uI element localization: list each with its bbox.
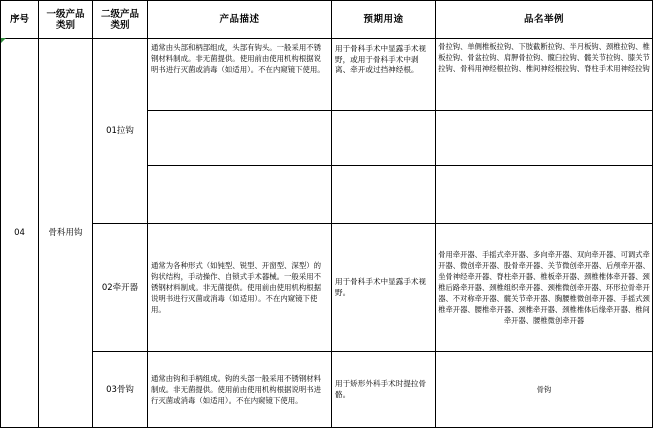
blank-cell xyxy=(148,166,332,224)
item-intended-use: 用于矫形外科手术时提拉骨骼。 xyxy=(332,352,436,428)
row-seq: 04 xyxy=(1,39,39,428)
header-seq: 序号 xyxy=(1,1,39,39)
item-level2-retractor-hook: 01拉钩 xyxy=(93,39,148,224)
blank-cell xyxy=(332,111,436,166)
blank-cell xyxy=(148,111,332,166)
item-intended-use: 用于骨科手术中显露手术视野。 xyxy=(332,224,436,352)
header-description: 产品描述 xyxy=(148,1,332,39)
item-intended-use: 用于骨科手术中显露手术视野，或用于骨科手术中剥离、牵开或过挡神经根。 xyxy=(332,39,436,111)
table-row xyxy=(1,39,653,111)
item-description: 通常由钩和手柄组成。钩的头部一般采用不锈钢材料制成。非无菌提供。使用前由使用机构根据说明书进行灭菌或消毒（如适用）。不在内窥镜下使用。 xyxy=(148,352,332,428)
header-level2 xyxy=(93,1,148,39)
table-row xyxy=(1,224,653,352)
header-level2-line2: 类别 xyxy=(110,19,130,31)
header-level1-line1: 一级产品 xyxy=(46,8,85,20)
header-level1-line2: 类别 xyxy=(55,19,75,31)
row-level1: 骨科用钩 xyxy=(39,39,93,428)
item-description: 通常为各种形式（如钝型、锐型、开窗型、深型）的钩状结构，手动操作、自锁式手术器械。一般采用不锈钢材料制成。非无菌提供。使用前由使用机构根据说明书进行灭菌或消毒（如适用）。不在内窥镜下使用。 xyxy=(148,224,332,352)
item-level2-retractor: 02牵开器 xyxy=(93,224,148,352)
table-row xyxy=(1,352,653,428)
item-level2-bone-hook: 03骨钩 xyxy=(93,352,148,428)
item-examples: 骨用牵开器、手摇式牵开器、多向牵开器、双向牵开器、可调式牵开器、微创牵开器、股骨牵开器、关节微创牵开器、后颅牵开器、坐骨神经牵开器、脊柱牵开器、椎板牵开器、颈椎椎体牵开器、颈椎后路牵开器、颈椎组织牵开器、颈椎微创牵开器、环形拉骨牵开器、不对称牵开器、髋关节牵开器、胸腰椎微创牵开器、手摇式颈椎牵开器、腰椎牵开器、颈椎牵开器、颈椎椎体后缘牵开器、椎间牵开器、腰椎微创牵开器 xyxy=(436,224,653,352)
cell-comment-marker xyxy=(1,38,6,43)
item-description: 通常由头部和柄部组成，头部有钩头。一般采用不锈钢材料制成。非无菌提供。使用前由使用机构根据说明书进行灭菌或消毒（如适用）。不在内窥镜下使用。 xyxy=(148,39,332,111)
blank-cell xyxy=(332,166,436,224)
header-examples: 品名举例 xyxy=(436,1,653,39)
header-intended-use: 预期用途 xyxy=(332,1,436,39)
blank-cell xyxy=(436,166,653,224)
header-row xyxy=(1,1,653,39)
item-examples: 骨钩 xyxy=(436,352,653,428)
blank-cell xyxy=(436,111,653,166)
header-level1 xyxy=(39,1,93,39)
header-level2-line1: 二级产品 xyxy=(100,8,139,20)
item-examples: 骨拉钩、单侧椎板拉钩、下肢截断拉钩、半月板钩、颈椎拉钩、椎板拉钩、骨盆拉钩、肩胛骨拉钩、髋臼拉钩、髋关节拉钩、膝关节拉钩、骨科用神经根拉钩、椎间神经根拉钩、脊柱手术用神经拉钩 xyxy=(436,39,653,111)
